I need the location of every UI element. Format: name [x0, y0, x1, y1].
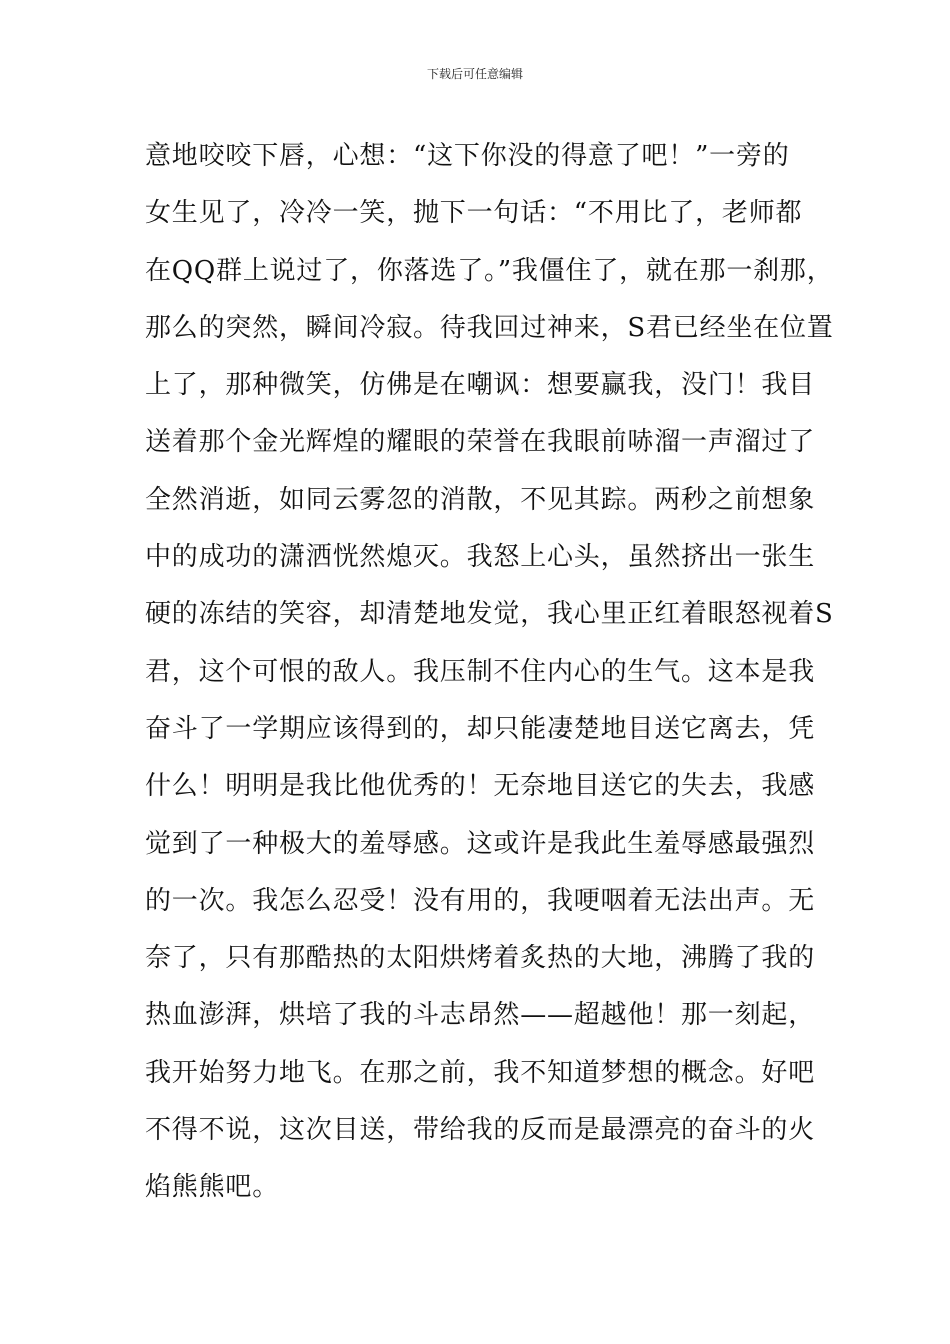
text-line: 意地咬咬下唇，心想：“这下你没的得意了吧！”一旁的 [145, 141, 790, 171]
text-line: 全然消逝，如同云雾忽的消散，不见其踪。两秒之前想象 [145, 484, 816, 515]
text-line: 那么的突然，瞬间冷寂。待我回过神来，S君已经坐在位置 [145, 312, 834, 343]
page-header: 下载后可任意编辑 [426, 67, 523, 81]
text-line: 不得不说，这次目送，带给我的反而是最漂亮的奋斗的火 [145, 1115, 816, 1146]
text-line: 奋斗了一学期应该得到的，却只能凄楚地目送它离去，凭 [145, 713, 816, 744]
text-line: 君，这个可恨的敌人。我压制不住内心的生气。这本是我 [145, 656, 816, 687]
text-line: 送着那个金光辉煌的耀眼的荣誉在我眼前哧溜一声溜过了 [145, 427, 816, 458]
text-line: 热血澎湃，烘培了我的斗志昂然——超越他！那一刻起， [145, 1000, 816, 1031]
text-line: 上了，那种微笑，仿佛是在嘲讽：想要赢我，没门！我目 [145, 370, 816, 401]
body-text [145, 128, 845, 1217]
text-line: 女生见了，冷冷一笑，抛下一句话：“不用比了，老师都 [145, 198, 803, 229]
text-line: 的一次。我怎么忍受！没有用的，我哽咽着无法出声。无 [145, 885, 816, 916]
text-line: 硬的冻结的笑容，却清楚地发觉，我心里正红着眼怒视着S [145, 599, 834, 630]
text-line: 焰熊熊吧。 [145, 1172, 280, 1203]
text-line: 我开始努力地飞。在那之前，我不知道梦想的概念。好吧 [145, 1057, 816, 1088]
text-line: 觉到了一种极大的羞辱感。这或许是我此生羞辱感最强烈 [145, 828, 816, 859]
text-line: 中的成功的潇洒恍然熄灭。我怒上心头，虽然挤出一张生 [145, 542, 816, 573]
text-line: 什么！明明是我比他优秀的！无奈地目送它的失去，我感 [145, 771, 816, 802]
text-line: 奈了，只有那酷热的太阳烘烤着炙热的大地，沸腾了我的 [145, 943, 816, 974]
text-line: 在QQ群上说过了，你落选了。”我僵住了，就在那一刹那， [145, 255, 834, 286]
